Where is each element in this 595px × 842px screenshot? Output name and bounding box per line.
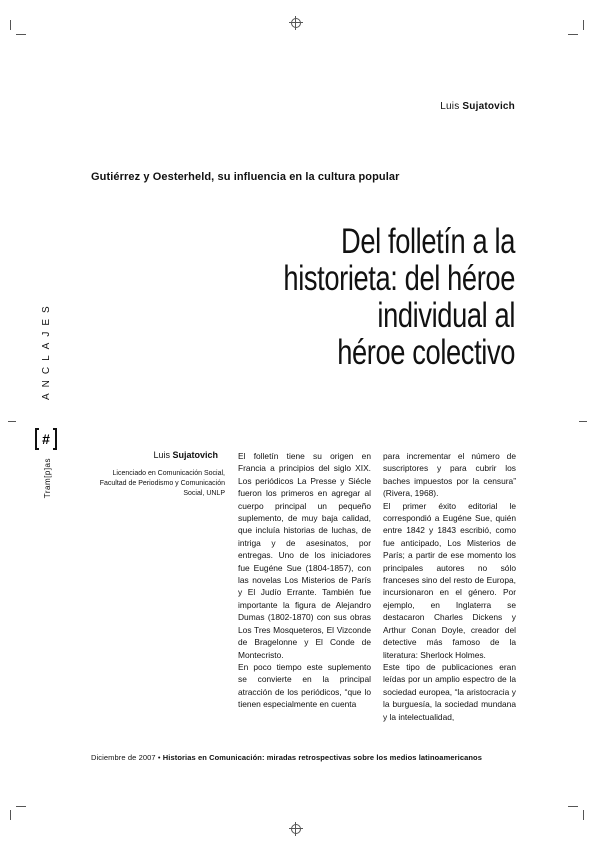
- crop-mark: [568, 806, 578, 807]
- article-title: [258, 223, 515, 371]
- body-column-1: [238, 450, 371, 711]
- crop-mark: [8, 421, 16, 422]
- section-name: ANCLAJES: [41, 300, 52, 400]
- title-line: individual al: [377, 296, 515, 335]
- author-first-name: Luis: [440, 101, 460, 112]
- crop-mark: [10, 20, 11, 30]
- running-header-author: [440, 101, 515, 112]
- byline-last-name: Sujatovich: [172, 450, 218, 460]
- section-sidebar: [29, 280, 69, 520]
- registration-mark-icon: [291, 18, 301, 28]
- title-line: historieta: del héroe: [283, 259, 515, 298]
- byline-first-name: Luis: [153, 450, 170, 460]
- body-column-2: [383, 450, 516, 723]
- paragraph: El folletín tiene su origen en Francia a principios del siglo XIX. Los periódicos La Presse y Siécle fueron los primeros en agregar al cuerpo principal un pequeño suplemento, de muy baja calidad, que incluía historias de luchas, de intriga y de asesinatos, por entregas. Uno de los iniciadores fue Eugéne Sue (1804-1857), con las novelas Los Misterios de París y El Judío Errante. También fue importante la figura de Alejandro Dumas (1802-1870) con sus obras Los Tres Mosqueteros, El Vizconde de Bragelonne y El Conde de Montecristo.: [238, 451, 371, 660]
- crop-mark: [16, 34, 26, 35]
- crop-mark: [583, 810, 584, 820]
- crop-mark: [16, 806, 26, 807]
- paragraph: para incrementar el número de suscriptores y para cubrir los baches impuestos por la censura” (Rivera, 1968).: [383, 451, 516, 499]
- footer-date: Diciembre de 2007: [91, 753, 156, 762]
- crop-mark: [568, 34, 578, 35]
- crop-mark: [10, 810, 11, 820]
- page-footer: [91, 753, 482, 762]
- journal-brand: Tram[p]as: [43, 458, 52, 499]
- author-last-name: Sujatovich: [462, 101, 515, 112]
- hash-badge-icon: [35, 427, 57, 449]
- registration-mark-icon: [291, 824, 301, 834]
- author-credential: Licenciado en Comunicación Social, Facultad de Periodismo y Comunicación Social, UNLP: [99, 470, 225, 497]
- article-kicker: Gutiérrez y Oesterheld, su influencia en la cultura popular: [91, 171, 400, 183]
- paragraph: En poco tiempo este suplemento se convierte en la principal atracción de los periódicos, “que lo tienen especialmente en cuenta: [238, 661, 371, 710]
- crop-mark: [579, 421, 587, 422]
- paragraph: Este tipo de publicaciones eran leídas por un amplio espectro de la sociedad europea, “la aristocracia y la burguesía, la sociedad mundana y la intelectualidad,: [383, 661, 516, 722]
- crop-mark: [583, 20, 584, 30]
- title-line: héroe colectivo: [337, 333, 515, 372]
- hash-badge-glyph: #: [42, 431, 50, 447]
- footer-publication: Historias en Comunicación: miradas retrospectivas sobre los medios latinoamericanos: [162, 753, 482, 762]
- footer-separator: •: [157, 753, 161, 762]
- paragraph: El primer éxito editorial le correspondió a Eugéne Sue, quién entre 1842 y 1843 escribió, como fue anticipado, Los Misterios de París; a partir de ese momento los principales autores no sólo franceses sino del resto de Europa, incursionaron en el género. Por ejemplo, en Inglaterra se destacaron Charles Dickens y Arthur Conan Doyle, creador del detective más famoso de la literatura: Sherlock Holmes.: [383, 500, 516, 660]
- title-line: Del folletín a la: [341, 222, 515, 261]
- byline: [153, 450, 218, 460]
